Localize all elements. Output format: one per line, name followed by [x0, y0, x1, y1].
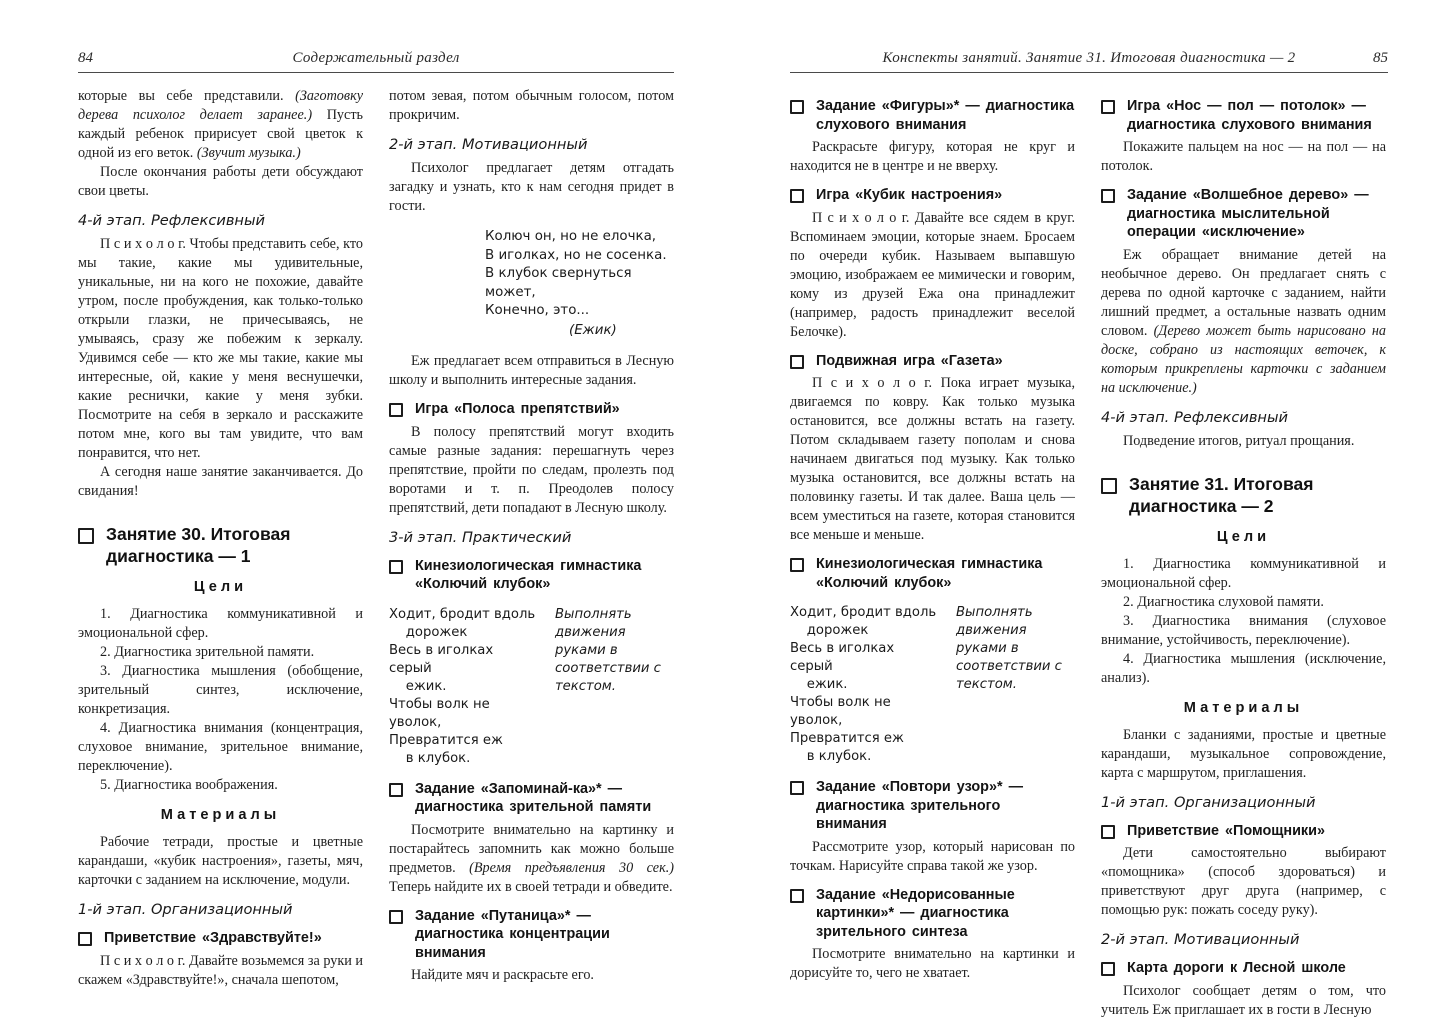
heading-label: Кинезиологическая гимнастика «Колючий клубок»: [816, 556, 1043, 591]
checkbox-square-icon: [78, 528, 94, 544]
paragraph: [78, 87, 363, 163]
page-85: [790, 50, 1388, 1020]
paragraph: А сегодня наше занятие заканчивается. До свидания!: [78, 464, 363, 499]
column-1: [790, 87, 1075, 1020]
checkbox-square-icon: [790, 889, 804, 903]
item-heading: [1101, 186, 1386, 242]
paragraph: Бланки с заданиями, простые и цветные карандаши, музыкальное сопровождение, карта с маршрутом, приглашения.: [1101, 726, 1386, 781]
stage-heading: 1-й этап. Организационный: [78, 901, 293, 918]
heading-label: Задание «Фигуры»* — диагностика слухового внимания: [816, 98, 1075, 133]
heading-label: Игра «Полоса препятствий»: [415, 401, 620, 417]
item-heading: [790, 186, 1075, 205]
item-heading: [1101, 97, 1386, 134]
heading-label: Карта дороги к Лесной школе: [1127, 960, 1346, 976]
paragraph: Подведение итогов, ритуал прощания.: [1123, 432, 1355, 449]
paragraph: 3. Диагностика внимания (слуховое внимание, устойчивость, переключение).: [1101, 612, 1386, 648]
stage-heading: 2-й этап. Мотивационный: [389, 136, 588, 153]
paragraph: Рассмотрите узор, который нарисован по точкам. Нарисуйте справа такой же узор.: [790, 838, 1075, 874]
paragraph: Раскрасьте фигуру, которая не круг и находится не в центре и не вверху.: [790, 139, 1075, 174]
checkbox-square-icon: [1101, 478, 1117, 494]
verse-line: Весь в иголках серый: [389, 642, 498, 676]
item-heading: [1101, 822, 1386, 841]
paragraph: Психолог предлагает детям отгадать загадку и узнать, кто к нам сегодня придет в гости.: [389, 160, 674, 214]
heading-label: Игра «Кубик настроения»: [816, 187, 1003, 203]
paragraph: 1. Диагностика коммуникативной и эмоциональной сфер.: [78, 606, 363, 641]
paragraph: [389, 821, 674, 897]
column-2: [389, 87, 674, 990]
checkbox-square-icon: [790, 781, 804, 795]
verse-line: Ходит, бродит вдоль: [389, 606, 536, 622]
verse-attribution: (Ежик): [569, 322, 617, 338]
center-heading: Цели: [1216, 528, 1271, 545]
verse-line: Превратится еж: [389, 732, 503, 748]
paragraph: П с и х о л о г. Давайте все сядем в круг. Вспоминаем эмоции, которые знаем. Бросаем по очереди кубик. Называем выпавшую эмоцию, изображаем ее мимически и говорим, кому из друзей Ежа она принадлежит (например, радость принадлежит веселой Белочке).: [790, 209, 1075, 340]
section-heading: [78, 523, 363, 567]
paragraph: [1101, 246, 1386, 398]
paragraph: В полосу препятствий могут входить самые разные задания: перешагнуть через препятствие, пройти по следам, пролезть под воротами и т. п. Преодолев полосу препятствий, дети попадают в Лесную школу.: [389, 423, 674, 516]
paragraph: П с и х о л о г. Давайте возьмемся за руки и скажем «Здравствуйте!», сначала шепотом,: [78, 952, 363, 988]
verse-line: В иголках, но не сосенка.: [485, 247, 667, 263]
item-heading: [790, 352, 1075, 371]
paragraph: 5. Диагностика воображения.: [100, 777, 278, 793]
text-segment: Посмотрите внимательно на картинку и постарайтесь запомнить как можно больше предметов.: [389, 821, 674, 876]
heading-label: Занятие 30. Итоговая диагностика — 1: [106, 524, 291, 566]
running-head-left: [78, 50, 674, 73]
running-title: Конспекты занятий. Занятие 31. Итоговая диагностика — 2: [882, 50, 1296, 66]
checkbox-square-icon: [389, 910, 403, 924]
paragraph: 1. Диагностика коммуникативной и эмоциональной сфер.: [1101, 555, 1386, 591]
text-columns: [790, 87, 1388, 1020]
paragraph: Рабочие тетради, простые и цветные карандаши, «кубик настроения», газеты, мяч, карточки с заданием на исключение, модули.: [78, 834, 363, 888]
item-heading: [389, 780, 674, 817]
page-number: 84: [78, 50, 93, 66]
verse-line: В клубок свернуться может,: [485, 266, 632, 300]
heading-label: Задание «Запоминай-ка»* — диагностика зрительной памяти: [415, 780, 652, 815]
checkbox-square-icon: [790, 355, 804, 369]
verse-line: дорожек: [389, 624, 468, 640]
heading-label: Задание «Путаница»* — диагностика концентрации внимания: [415, 907, 610, 961]
checkbox-square-icon: [389, 560, 403, 574]
item-heading: [389, 400, 674, 419]
paragraph: потом зевая, потом обычным голосом, потом прокричим.: [389, 88, 674, 123]
paragraph: Еж предлагает всем отправиться в Лесную школу и выполнить интересные задания.: [389, 353, 674, 388]
text-segment: Теперь найдите их в своей тетради и обведите.: [389, 878, 673, 895]
heading-label: Занятие 31. Итоговая диагностика — 2: [1129, 473, 1314, 516]
heading-label: Задание «Волшебное дерево» — диагностика мыслительной операции «исключение»: [1127, 187, 1369, 240]
heading-label: Подвижная игра «Газета»: [816, 352, 1003, 369]
checkbox-square-icon: [1101, 189, 1115, 203]
paragraph: После окончания работы дети обсуждают свои цветы.: [78, 164, 363, 199]
checkbox-square-icon: [78, 932, 92, 946]
stage-heading: 4-й этап. Рефлексивный: [78, 212, 265, 229]
verse-table: [389, 606, 674, 768]
verse-line: в клубок.: [790, 749, 872, 764]
page-number: 85: [1373, 50, 1388, 66]
verse-line: Ходит, бродит вдоль: [790, 605, 937, 620]
center-heading: Материалы: [1183, 699, 1304, 716]
checkbox-square-icon: [1101, 100, 1115, 114]
section-heading: [1101, 473, 1386, 517]
paragraph: 4. Диагностика внимания (концентрация, слуховое внимание, зрительное внимание, переключение).: [78, 720, 363, 774]
item-heading: [1101, 959, 1386, 978]
verse-line: Чтобы волк не уволок,: [389, 696, 494, 730]
checkbox-square-icon: [1101, 825, 1115, 839]
paragraph: 2. Диагностика зрительной памяти.: [100, 644, 315, 660]
verse-line: дорожек: [790, 623, 869, 638]
page-84: [78, 50, 674, 990]
verse-line: ежик.: [389, 678, 447, 694]
text-segment: которые вы себе представили.: [78, 88, 296, 104]
paragraph: Психолог сообщает детям о том, что учитель Еж приглашает их в гости в Лесную: [1101, 982, 1386, 1018]
italic-text: (Заготовку дерева психолог делает заранее.): [78, 88, 363, 123]
column-1: [78, 87, 363, 990]
italic-text: (Звучит музыка.): [196, 145, 301, 161]
italic-text: (Дерево может быть нарисовано на доске, собрано из настоящих веточек, к которым прикреплены карточки с заданием на исключение.): [1101, 322, 1386, 396]
italic-text: (Время предъявления 30 сек.): [469, 859, 674, 876]
checkbox-square-icon: [1101, 962, 1115, 976]
text-columns: [78, 87, 674, 990]
verse-table: [790, 604, 1075, 766]
checkbox-square-icon: [389, 403, 403, 417]
verse-line: в клубок.: [389, 750, 471, 766]
heading-label: Кинезиологическая гимнастика «Колючий клубок»: [415, 557, 642, 592]
verse-line: Превратится еж: [790, 731, 904, 746]
verse-lines: [790, 604, 940, 766]
checkbox-square-icon: [389, 783, 403, 797]
item-heading: [790, 97, 1075, 134]
verse-lines: [389, 606, 539, 768]
column-2: [1101, 87, 1386, 1020]
verse-line: ежик.: [790, 677, 848, 692]
paragraph: П с и х о л о г. Чтобы представить себе, кто мы такие, какие мы удивительные, уникальные, ни на кого не похожие, давайте утром, после пробуждения, как только-только открыли глазки, не причесываясь, не умываясь, сразу же побежим к зеркалу. Удивимся себе — кто же мы такие, какие мы интересные, ой, какие у меня веснушечки, какие реснички, какие у меня зубки. Посмотрите на себя в зеркало и расскажите потом мне, кого вы там увидите, что вам понравится, что нет.: [78, 236, 363, 461]
paragraph: 4. Диагностика мышления (исключение, анализ).: [1101, 650, 1386, 686]
heading-label: Игра «Нос — пол — потолок» — диагностика слухового внимания: [1127, 98, 1372, 133]
verse-instruction: Выполнять движения руками в соответствии с текстом.: [555, 606, 661, 694]
verse-instruction: Выполнять движения руками в соответствии с текстом.: [956, 605, 1062, 692]
item-heading: [389, 557, 674, 594]
heading-label: Задание «Повтори узор»* — диагностика зрительного внимания: [816, 779, 1023, 832]
paragraph: Найдите мяч и раскрасьте его.: [411, 967, 594, 983]
stage-heading: 4-й этап. Рефлексивный: [1101, 408, 1288, 426]
item-heading: [78, 929, 363, 948]
heading-label: Приветствие «Здравствуйте!»: [104, 930, 322, 946]
verse-line: Чтобы волк не уволок,: [790, 695, 895, 728]
item-heading: [790, 778, 1075, 834]
center-heading: Цели: [193, 579, 248, 595]
verse-line: Колюч он, но не елочка,: [485, 229, 657, 244]
paragraph: Покажите пальцем на нос — на пол — на потолок.: [1101, 139, 1386, 174]
paragraph: Посмотрите внимательно на картинки и дорисуйте то, чего не хватает.: [790, 946, 1075, 981]
stage-heading: 1-й этап. Организационный: [1101, 793, 1316, 811]
checkbox-square-icon: [790, 558, 804, 572]
verse-line: Конечно, это...: [485, 303, 590, 318]
item-heading: [389, 907, 674, 963]
paragraph: 3. Диагностика мышления (обобщение, зрительный синтез, исключение, конкретизация.: [78, 663, 363, 717]
text-segment: Еж обращает внимание детей на необычное дерево. Он предлагает снять с дерева по одной карточке с заданием, найти лишний предмет, а остальные назвать одним словом.: [1101, 246, 1386, 339]
running-head-right: [790, 50, 1388, 73]
paragraph: 2. Диагностика слуховой памяти.: [1123, 593, 1324, 610]
paragraph: Дети самостоятельно выбирают «помощника» (способ здороваться) и приветствуют друг друга (например, с помощью рук: пожать соседу руку).: [1101, 845, 1386, 918]
stage-heading: 2-й этап. Мотивационный: [1101, 931, 1300, 948]
verse-line: Весь в иголках серый: [790, 641, 899, 674]
heading-label: Приветствие «Помощники»: [1127, 822, 1325, 839]
checkbox-square-icon: [790, 189, 804, 203]
center-heading: Материалы: [160, 807, 281, 823]
verse-block: [485, 228, 674, 340]
heading-label: Задание «Недорисованные картинки»* — диагностика зрительного синтеза: [816, 886, 1015, 940]
stage-heading: 3-й этап. Практический: [389, 528, 572, 546]
paragraph: П с и х о л о г. Пока играет музыка, двигаемся по ковру. Как только музыка остановится, все должны встать на газету. Потом складываем газету пополам и снова начинаем двигаться под музыку. Как только музыка остановится, все должны встать на половинку газеты. И так далее. Ваша цель — всем уместиться на газете, которая становится все меньше и меньше.: [790, 375, 1075, 543]
text-segment: Пусть каждый ребенок пририсует свой цветок к одной из его веток.: [78, 107, 363, 161]
running-title: Содержательный раздел: [292, 50, 460, 66]
checkbox-square-icon: [790, 100, 804, 114]
item-heading: [790, 555, 1075, 592]
